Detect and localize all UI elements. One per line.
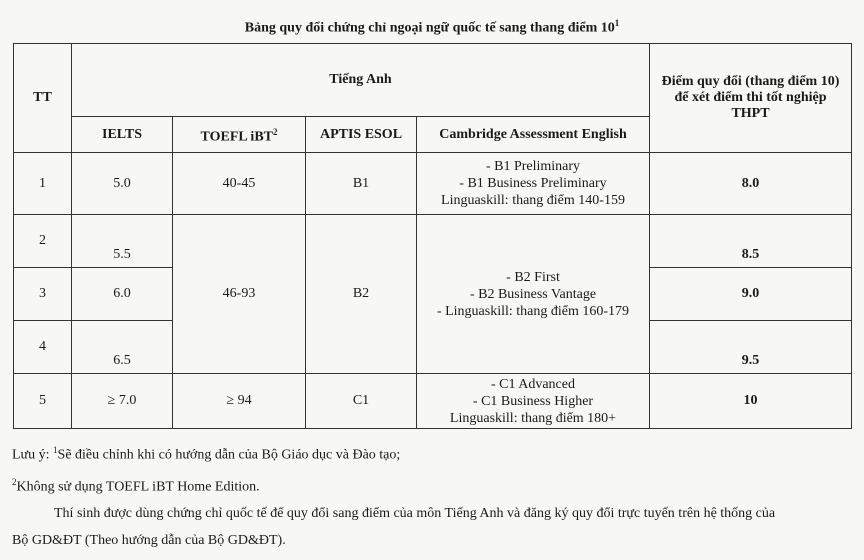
- table-row: [14, 215, 852, 268]
- note-3-line-2: Bộ GD&ĐT (Theo hướng dẫn của Bộ GD&ĐT).: [12, 533, 286, 549]
- cambridge-line: - B2 Business Vantage: [469, 286, 597, 302]
- cambridge-line: - B2 First: [506, 269, 560, 285]
- cambridge-line: - B1 Preliminary: [485, 159, 581, 174]
- cambridge-line: - B1 Business Preliminary: [459, 176, 607, 191]
- header-cambridge: Cambridge Assessment English: [417, 117, 650, 153]
- row-tt: 1: [14, 153, 72, 215]
- group-toefl: 40-45: [173, 153, 306, 215]
- title-text: Bảng quy đổi chứng chỉ ngoại ngữ quốc tế sang thang điểm 10: [244, 20, 615, 36]
- group-cambridge: [417, 374, 650, 429]
- cambridge-line: - C1 Business Higher: [472, 393, 594, 409]
- group-toefl: 46-93: [173, 215, 306, 374]
- header-tt: TT: [14, 44, 72, 153]
- table-row: [14, 153, 852, 215]
- row-score: 9.0: [650, 268, 852, 321]
- row-score: 8.5: [650, 215, 852, 268]
- note-2: [12, 469, 862, 501]
- cambridge-line: Linguaskill: thang điểm 140-159: [441, 193, 625, 208]
- group-aptis: B2: [306, 215, 417, 374]
- title-footnote-mark: 1: [614, 18, 620, 28]
- row-tt: 3: [14, 268, 72, 321]
- group-cambridge: [417, 215, 650, 374]
- note-1: [12, 437, 862, 469]
- group-aptis: B1: [306, 153, 417, 215]
- table-row: [14, 374, 852, 429]
- header-ielts: IELTS: [72, 117, 173, 153]
- cambridge-line: Linguaskill: thang điểm 180+: [449, 410, 617, 426]
- cambridge-line: - C1 Advanced: [491, 376, 575, 392]
- header-toefl-label: TOEFL iBT: [200, 129, 273, 145]
- note-2-mark: 2: [12, 476, 17, 487]
- note-1-text: Sẽ điều chỉnh khi có hướng dẫn của Bộ Giáo dục và Đào tạo;: [57, 447, 401, 463]
- row-ielts: ≥ 7.0: [72, 374, 173, 429]
- note-3-line-1: Thí sinh được dùng chứng chỉ quốc tế để quy đổi sang điểm của môn Tiếng Anh và đăng ký quy đổi trực tuyến trên hệ thống của: [54, 506, 776, 522]
- row-ielts: 6.5: [72, 321, 173, 374]
- header-toefl: [173, 117, 306, 153]
- header-aptis: APTIS ESOL: [306, 117, 417, 153]
- row-ielts: 5.0: [72, 153, 173, 215]
- row-score: 9.5: [650, 321, 852, 374]
- group-toefl: ≥ 94: [173, 374, 306, 429]
- conversion-table: [13, 43, 852, 429]
- header-score-line-3: THPT: [731, 106, 770, 121]
- row-ielts: 6.0: [72, 268, 173, 321]
- row-tt: 4: [14, 321, 72, 374]
- header-row-1: [14, 44, 852, 117]
- header-language: Tiếng Anh: [72, 44, 650, 117]
- header-score-line-2: để xét điểm thi tốt nghiệp: [674, 90, 827, 105]
- group-aptis: C1: [306, 374, 417, 429]
- note-1-prefix: Lưu ý:: [12, 447, 54, 463]
- cambridge-line: - Linguaskill: thang điểm 160-179: [436, 303, 630, 319]
- row-tt: 2: [14, 215, 72, 268]
- notes-section: [12, 437, 862, 554]
- group-cambridge: [417, 153, 650, 215]
- header-score: [650, 44, 852, 153]
- header-toefl-footnote-mark: 2: [273, 126, 278, 137]
- row-tt: 5: [14, 374, 72, 429]
- note-1-mark: 1: [53, 445, 58, 455]
- row-score: 8.0: [650, 153, 852, 215]
- page-title: [0, 18, 864, 37]
- note-2-text: Không sử dụng TOEFL iBT Home Edition.: [16, 479, 260, 495]
- row-score: 10: [650, 374, 852, 429]
- header-score-line-1: Điểm quy đổi (thang điểm 10): [661, 74, 840, 89]
- row-ielts: 5.5: [72, 215, 173, 268]
